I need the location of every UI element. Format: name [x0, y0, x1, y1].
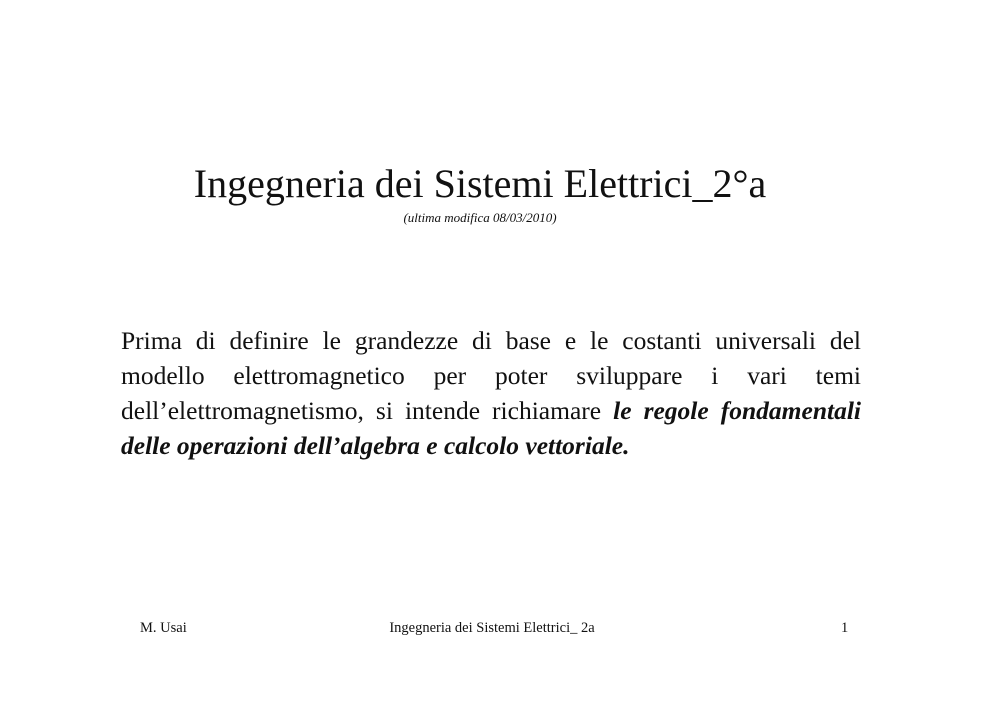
page-number: 1: [841, 620, 849, 636]
body-emphasis: le regole fondamentali delle operazioni dell’algebra e calcolo vettoriale.: [121, 396, 862, 460]
body-paragraph: [121, 323, 861, 463]
slide-title: Ingegneria dei Sistemi Elettrici_2°a: [193, 161, 767, 206]
body-text: Prima di definire le grandezze di base e le costanti universali del modello elettromagnetico per poter sviluppare i vari temi dell’elettromagnetismo, si intende richiamare: [121, 326, 861, 425]
slide-subtitle: (ultima modifica 08/03/2010): [403, 210, 557, 225]
footer-title: Ingegneria dei Sistemi Elettrici_ 2a: [389, 620, 595, 636]
footer-author: M. Usai: [140, 620, 187, 636]
